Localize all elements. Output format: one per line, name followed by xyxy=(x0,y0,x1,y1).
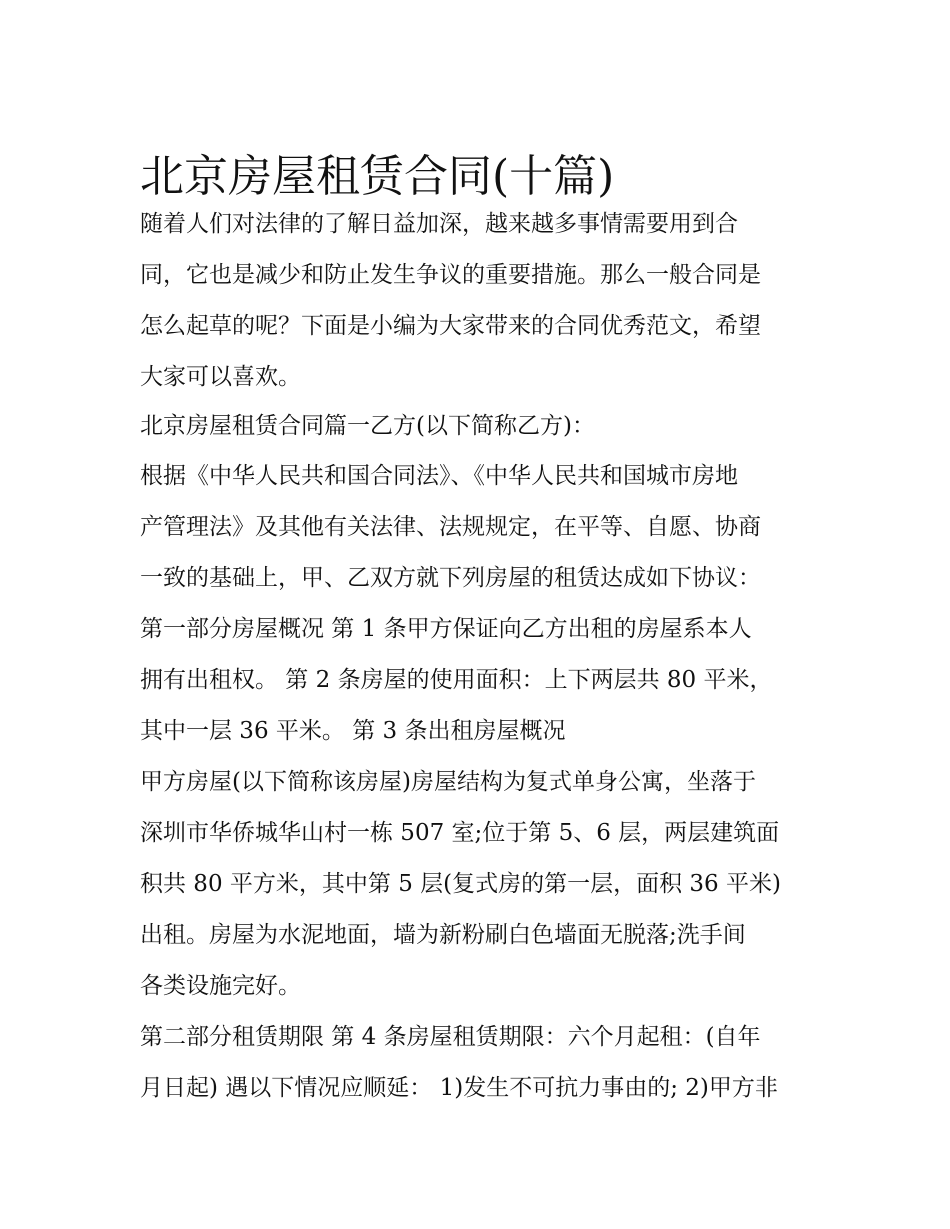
paragraph-line: 第二部分租赁期限 第 4 条房屋租赁期限：六个月起租：(自年 xyxy=(140,1024,761,1050)
paragraph-line: 月日起) 遇以下情况应顺延： 1)发生不可抗力事由的; 2)甲方非 xyxy=(140,1075,778,1101)
paragraph-line: 积共 80 平方米，其中第 5 层(复式房的第一层，面积 36 平米) xyxy=(140,871,781,897)
paragraph-line: 随着人们对法律的了解日益加深，越来越多事情需要用到合 xyxy=(140,211,738,237)
paragraph-line: 其中一层 36 平米。 第 3 条出租房屋概况 xyxy=(140,718,566,744)
paragraph-line: 大家可以喜欢。 xyxy=(140,364,301,390)
paragraph-line: 怎么起草的呢？下面是小编为大家带来的合同优秀范文，希望 xyxy=(140,313,761,339)
paragraph-line: 甲方房屋(以下简称该房屋)房屋结构为复式单身公寓，坐落于 xyxy=(140,769,756,795)
paragraph-line: 产管理法》及其他有关法律、法规规定，在平等、自愿、协商 xyxy=(140,514,761,540)
paragraph-line: 北京房屋租赁合同篇一乙方(以下简称乙方)： xyxy=(140,413,595,439)
paragraph-line: 第一部分房屋概况 第 1 条甲方保证向乙方出租的房屋系本人 xyxy=(140,616,752,642)
paragraph-line: 一致的基础上，甲、乙双方就下列房屋的租赁达成如下协议： xyxy=(140,565,761,591)
document-title: 北京房屋租赁合同(十篇) xyxy=(140,151,615,203)
paragraph-line: 同，它也是减少和防止发生争议的重要措施。那么一般合同是 xyxy=(140,262,761,288)
paragraph-line: 拥有出租权。 第 2 条房屋的使用面积：上下两层共 80 平米， xyxy=(140,667,773,693)
paragraph-line: 深圳市华侨城华山村一栋 507 室;位于第 5、6 层，两层建筑面 xyxy=(140,820,780,846)
paragraph-line: 出租。房屋为水泥地面，墙为新粉刷白色墙面无脱落;洗手间 xyxy=(140,922,746,948)
paragraph-line: 根据《中华人民共和国合同法》、《中华人民共和国城市房地 xyxy=(140,463,738,489)
paragraph-line: 各类设施完好。 xyxy=(140,973,301,999)
